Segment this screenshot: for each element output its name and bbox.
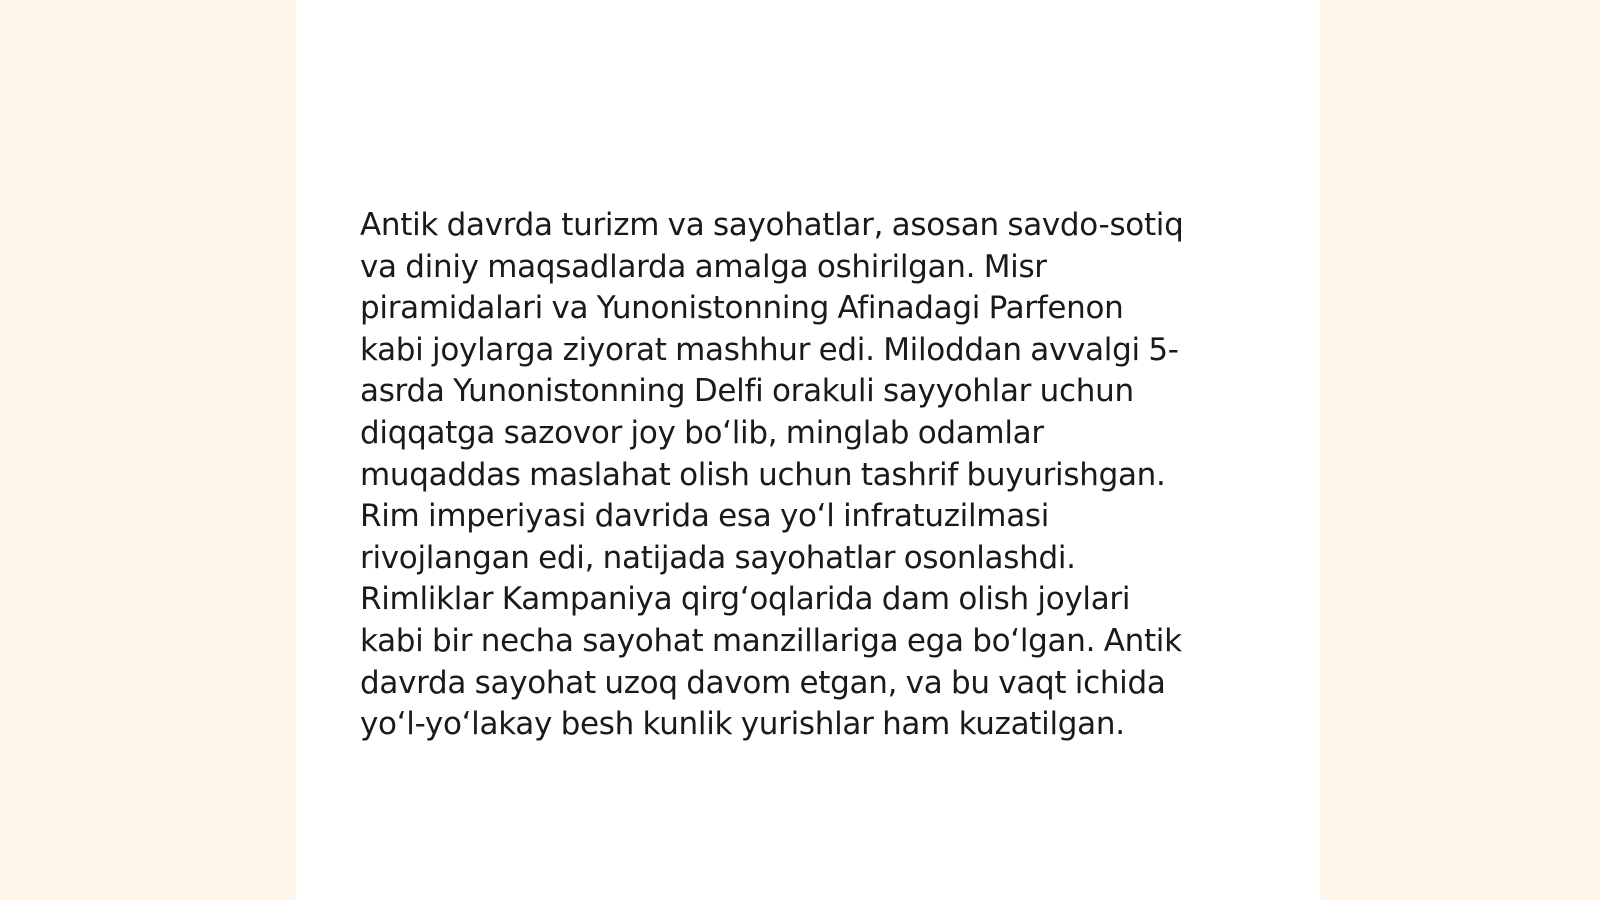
paragraph-line-9: rivojlangan edi, natijada sayohatlar osonlashdi.	[360, 539, 1076, 576]
paragraph-line-13: yo‘l-yo‘lakay besh kunlik yurishlar ham kuzatilgan.	[360, 706, 1125, 743]
paragraph-line-4: kabi joylarga ziyorat mashhur edi. Miloddan avvalgi 5-	[360, 331, 1179, 368]
paragraph-line-6: diqqatga sazovor joy bo‘lib, minglab odamlar	[360, 414, 1044, 451]
paragraph-line-5: asrda Yunonistonning Delfi orakuli sayyohlar uchun	[360, 373, 1134, 410]
paragraph-line-11: kabi bir necha sayohat manzillariga ega bo‘lgan. Antik	[360, 622, 1182, 659]
paragraph-line-2: va diniy maqsadlarda amalga oshirilgan. Misr	[360, 248, 1047, 285]
paragraph-line-3: piramidalari va Yunonistonning Afinadagi Parfenon	[360, 290, 1124, 327]
body-paragraph	[360, 205, 1260, 746]
document-page	[296, 0, 1320, 900]
paragraph-line-7: muqaddas maslahat olish uchun tashrif buyurishgan.	[360, 456, 1166, 493]
paragraph-line-10: Rimliklar Kampaniya qirg‘oqlarida dam olish joylari	[360, 581, 1131, 618]
paragraph-line-8: Rim imperiyasi davrida esa yo‘l infratuzilmasi	[360, 498, 1050, 535]
paragraph-line-12: davrda sayohat uzoq davom etgan, va bu vaqt ichida	[360, 664, 1166, 701]
paragraph-line-1: Antik davrda turizm va sayohatlar, asosan savdo-sotiq	[360, 207, 1184, 243]
